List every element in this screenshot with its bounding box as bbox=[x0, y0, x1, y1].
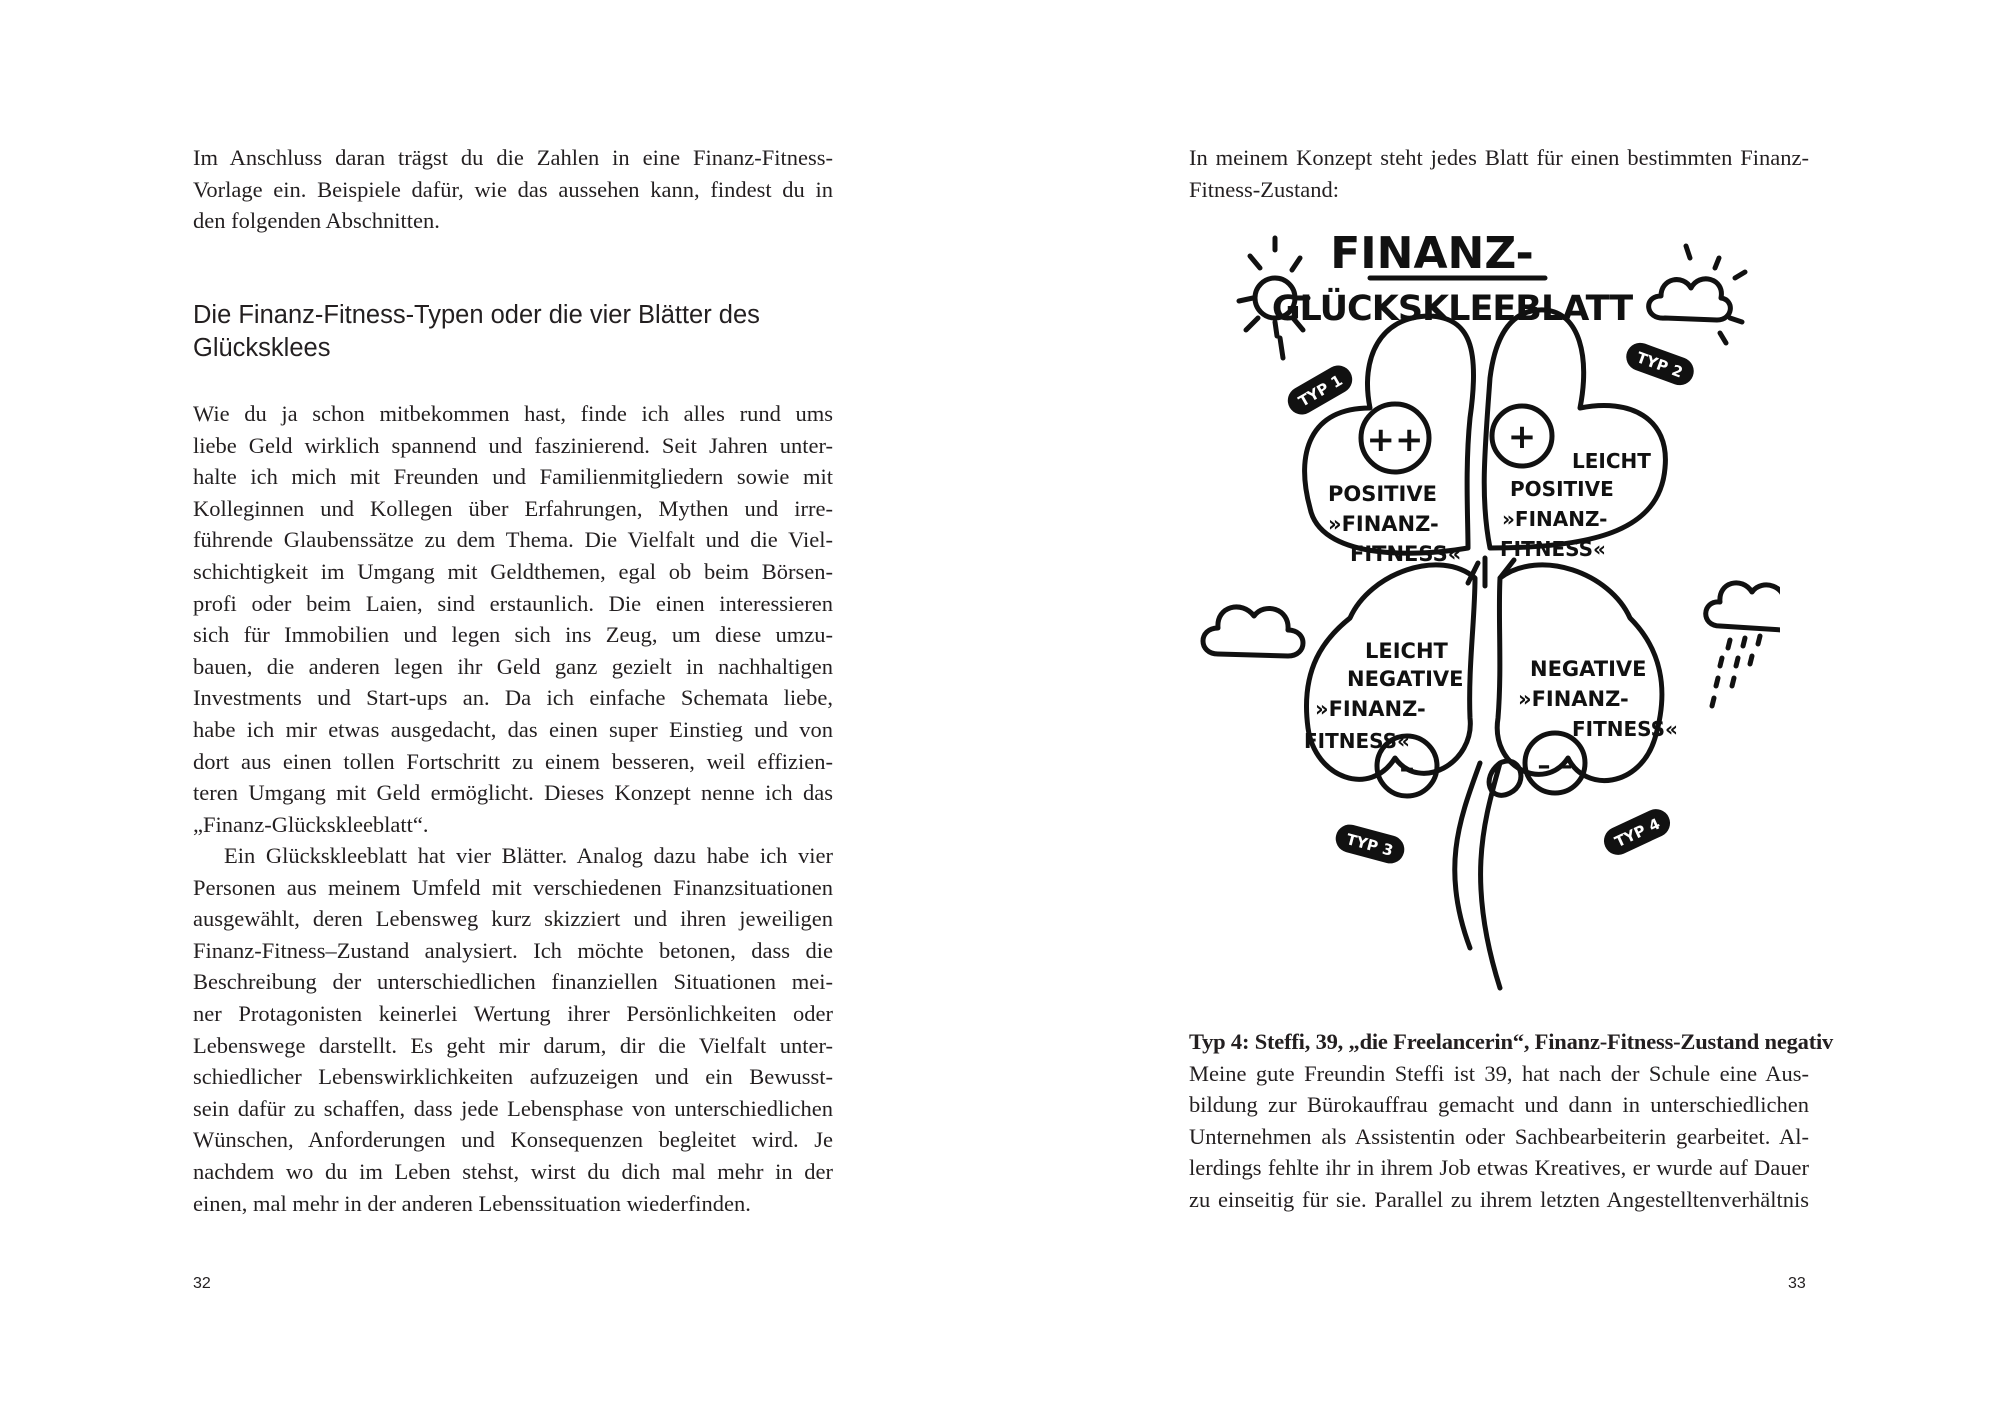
text-line: Meine gute Freundin Steffi ist 39, hat nach der Schule eine Aus- bbox=[1189, 1060, 1809, 1086]
text-line: Lebenswege darstellt. Es geht mir darum, dir die Vielfalt unter- bbox=[193, 1032, 833, 1058]
stem bbox=[1455, 761, 1521, 988]
text-line: lerdings fehlte ihr in ihrem Job etwas Kreatives, er wurde auf Dauer bbox=[1189, 1155, 1809, 1181]
text-line: Kolleginnen und Kollegen über Erfahrungen, Mythen und irre- bbox=[193, 495, 833, 521]
text-line: bauen, die anderen legen ihr Geld ganz gezielt in nachhaltigen bbox=[193, 653, 833, 679]
leaf-typ3-label: »FINANZ- bbox=[1315, 697, 1426, 721]
heading-line: Die Finanz-Fitness-Typen oder die vier Blätter des bbox=[193, 301, 760, 329]
heading-line: Glücksklees bbox=[193, 334, 331, 362]
badge-typ1-label: TYP 1 bbox=[1295, 371, 1346, 411]
text-line: Personen aus meinem Umfeld mit verschiedenen Finanzsituationen bbox=[193, 874, 833, 900]
text-line: einen, mal mehr in der anderen Lebenssituation wiederfinden. bbox=[193, 1190, 751, 1216]
text-line: nachdem wo du im Leben stehst, wirst du dich mal mehr in der bbox=[193, 1158, 833, 1184]
text-line: Finanz-Fitness–Zustand analysiert. Ich möchte betonen, dass die bbox=[193, 937, 833, 963]
intro-paragraph-right bbox=[1189, 142, 1809, 205]
text-line: habe ich mir etwas ausgedacht, das einen super Einstieg und von bbox=[193, 716, 833, 742]
text-line: schiedlicher Lebenswirklichkeiten aufzuzeigen und ein Bewusst- bbox=[193, 1064, 833, 1090]
intro-paragraph-left bbox=[193, 142, 833, 237]
text-line: bildung zur Bürokauffrau gemacht und dann in unterschiedlichen bbox=[1189, 1092, 1809, 1118]
leaf-typ2-label: POSITIVE bbox=[1510, 477, 1614, 501]
text-line: Wünschen, Anforderungen und Konsequenzen begleitet wird. Je bbox=[193, 1127, 833, 1153]
badge-typ3-label: TYP 3 bbox=[1344, 830, 1396, 860]
text-line: zu einseitig für sie. Parallel zu ihrem letzten Angestelltenverhältnis bbox=[1189, 1186, 1809, 1212]
text-line: liebe Geld wirklich spannend und faszinierend. Seit Jahren unter- bbox=[193, 432, 833, 458]
text-line: ner Protagonisten keinerlei Wertung ihrer Persönlichkeiten oder bbox=[193, 1000, 833, 1026]
leaf-typ2-label: LEICHT bbox=[1572, 449, 1651, 473]
text-line: Ein Glückskleeblatt hat vier Blätter. Analog dazu habe ich vier bbox=[224, 843, 833, 868]
leaf-typ4-label: »FINANZ- bbox=[1518, 687, 1629, 711]
leaf-typ3-label: NEGATIVE bbox=[1347, 667, 1464, 691]
rain-drops bbox=[1712, 636, 1760, 706]
clover-svg bbox=[1200, 218, 1780, 1008]
body-paragraph-2 bbox=[193, 840, 833, 1219]
text-line: führende Glaubenssätze zu dem Thema. Die Vielfalt und die Viel- bbox=[193, 527, 833, 553]
text-line: teren Umgang mit Geld ermöglicht. Dieses Konzept nenne ich das bbox=[193, 780, 833, 806]
symbol-typ4: – – bbox=[1537, 751, 1573, 781]
leaf-typ3-label: FITNESS« bbox=[1304, 729, 1410, 753]
text-line: Investments und Start-ups an. Da ich einfache Schemata liebe, bbox=[193, 685, 833, 711]
body-paragraph-1 bbox=[193, 398, 833, 840]
text-line: Beschreibung der unterschiedlichen finanziellen Situationen mei- bbox=[193, 969, 833, 995]
text-line: halte ich mich mit Freunden und Familienmitgliedern sowie mit bbox=[193, 464, 833, 490]
text-line: In meinem Konzept steht jedes Blatt für einen bestimmten Finanz- bbox=[1189, 145, 1809, 170]
caption-paragraph bbox=[1189, 1026, 1834, 1216]
leaf-typ4-label: FITNESS« bbox=[1572, 717, 1678, 741]
badge-typ2-label: TYP 2 bbox=[1634, 348, 1686, 382]
leaf-typ1-label: »FINANZ- bbox=[1328, 512, 1439, 536]
sun-cloud-rays bbox=[1686, 246, 1745, 343]
leaf-typ3-label: LEICHT bbox=[1365, 639, 1448, 663]
symbol-typ2: + bbox=[1507, 417, 1537, 457]
leaf-typ1-label: POSITIVE bbox=[1328, 482, 1437, 506]
clover-illustration bbox=[1200, 218, 1780, 1008]
symbol-typ3: – bbox=[1399, 751, 1415, 786]
text-line: Unternehmen als Assistentin oder Sachbearbeiterin gearbeitet. Al- bbox=[1189, 1123, 1809, 1149]
leaf-typ2-label: FITNESS« bbox=[1500, 537, 1606, 561]
illustration-title-1: FINANZ- bbox=[1330, 228, 1534, 279]
page-number-right: 33 bbox=[1788, 1275, 1806, 1292]
text-line: Fitness-Zustand: bbox=[1189, 176, 1339, 202]
leaf-typ4-label: NEGATIVE bbox=[1530, 657, 1647, 681]
text-line: sich für Immobilien und legen sich ins Zeug, um diese umzu- bbox=[193, 622, 833, 648]
sun-cloud-icon bbox=[1649, 279, 1731, 320]
text-line: Vorlage ein. Beispiele dafür, wie das aussehen kann, findest du in bbox=[193, 176, 833, 202]
symbol-typ1: ++ bbox=[1366, 420, 1424, 460]
cloud-icon-left bbox=[1203, 607, 1303, 656]
leaf-typ2-label: »FINANZ- bbox=[1502, 507, 1608, 531]
text-line: sein dafür zu schaffen, dass jede Lebensphase von unterschiedlichen bbox=[193, 1095, 833, 1121]
leaf-typ1-label: FITNESS« bbox=[1350, 542, 1462, 566]
illustration-title-2: GLÜCKSKLEEBLATT bbox=[1271, 289, 1633, 329]
text-line: Wie du ja schon mitbekommen hast, finde ich alles rund ums bbox=[193, 401, 833, 426]
text-line: ausgewählt, deren Lebensweg kurz skizziert und ihren jeweiligen bbox=[193, 906, 833, 932]
page-number-left: 32 bbox=[193, 1275, 211, 1292]
text-line: Im Anschluss daran trägst du die Zahlen in eine Finanz-Fitness- bbox=[193, 145, 833, 170]
caption-title: Typ 4: Steffi, 39, „die Freelancerin“, Finanz-Fitness-Zustand negativ bbox=[1189, 1029, 1834, 1054]
text-line: schichtigkeit im Umgang mit Geldthemen, egal ob beim Börsen- bbox=[193, 558, 833, 584]
badge-typ4-label: TYP 4 bbox=[1611, 814, 1663, 852]
text-line: dort aus einen tollen Fortschritt zu einem besseren, weil effizien- bbox=[193, 748, 833, 774]
text-line: „Finanz-Glückskleeblatt“. bbox=[193, 811, 429, 837]
text-line: profi oder beim Laien, sind erstaunlich. Die einen interessieren bbox=[193, 590, 833, 616]
section-heading bbox=[193, 299, 833, 365]
text-line: den folgenden Abschnitten. bbox=[193, 208, 440, 234]
rain-cloud-icon bbox=[1706, 583, 1780, 630]
